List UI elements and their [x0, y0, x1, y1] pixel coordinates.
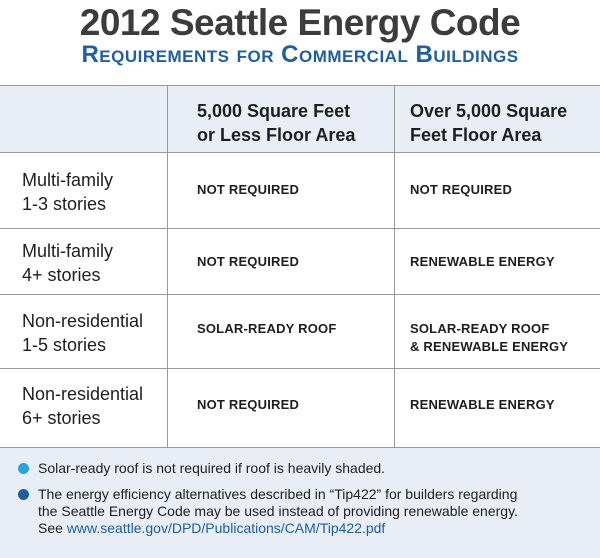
cell-large-text-line2: & RENEWABLE ENERGY	[410, 339, 569, 354]
column-divider	[167, 86, 168, 449]
bullet-dot-light	[18, 463, 29, 474]
footnote-2-see: See	[38, 520, 67, 536]
column-header-small	[197, 99, 355, 147]
cell-large-text: RENEWABLE ENERGY	[410, 397, 555, 412]
cell-small-text: NOT REQUIRED	[197, 397, 300, 412]
cell-large-text: NOT REQUIRED	[410, 182, 513, 197]
row-label-line2: 1-5 stories	[22, 335, 107, 355]
tip422-link[interactable]: www.seattle.gov/DPD/Publications/CAM/Tip422.pdf	[66, 520, 386, 536]
table-row	[0, 229, 600, 295]
cell-small	[197, 181, 299, 199]
footnotes	[0, 448, 600, 558]
footnote-2-line1: The energy efficiency alternatives described in “Tip422” for builders regarding	[38, 486, 518, 502]
cell-large	[410, 320, 568, 356]
row-label-line1: Non-residential	[22, 384, 144, 404]
cell-large	[410, 181, 512, 199]
cell-small	[197, 320, 336, 338]
table-row	[0, 153, 600, 229]
column-header-large	[410, 99, 567, 147]
cell-small-text: NOT REQUIRED	[197, 182, 300, 197]
row-label	[22, 168, 113, 216]
cell-small-text: NOT REQUIRED	[197, 254, 300, 269]
footnote-2-line2: the Seattle Energy Code may be used instead of providing renewable energy.	[38, 503, 518, 519]
cell-small	[197, 396, 299, 414]
row-label-line2: 1-3 stories	[22, 194, 107, 214]
row-label-line2: 6+ stories	[22, 408, 101, 428]
footnote-2-line3	[38, 520, 518, 537]
table-row	[0, 369, 600, 449]
row-label	[22, 309, 143, 357]
cell-large-text-line1: SOLAR-READY ROOF	[410, 321, 550, 336]
table-header-row	[0, 86, 600, 153]
row-label	[22, 382, 143, 430]
column-header-large-line2: Feet Floor Area	[410, 125, 542, 145]
cell-small	[197, 253, 299, 271]
row-label-line1: Multi-family	[22, 170, 114, 190]
column-header-small-line1: 5,000 Square Feet	[197, 101, 351, 121]
requirements-table	[0, 85, 600, 448]
column-header-small-line2: or Less Floor Area	[197, 125, 356, 145]
page-title: 2012 Seattle Energy Code	[79, 2, 521, 43]
cell-large	[410, 396, 555, 414]
cell-large-text: RENEWABLE ENERGY	[410, 254, 555, 269]
row-label	[22, 239, 113, 287]
column-header-large-line1: Over 5,000 Square	[410, 101, 568, 121]
footnote-1: Solar-ready roof is not required if roof is heavily shaded.	[38, 460, 386, 476]
row-label-line2: 4+ stories	[22, 265, 101, 285]
column-divider	[394, 86, 395, 449]
table-row	[0, 295, 600, 369]
page-subtitle: Requirements for Commercial Buildings	[81, 41, 519, 68]
footnote-2	[38, 486, 518, 537]
cell-large	[410, 253, 555, 271]
row-label-line1: Non-residential	[22, 311, 144, 331]
bullet-dot-dark	[18, 489, 29, 500]
cell-small-text: SOLAR-READY ROOF	[197, 321, 337, 336]
row-label-line1: Multi-family	[22, 241, 114, 261]
